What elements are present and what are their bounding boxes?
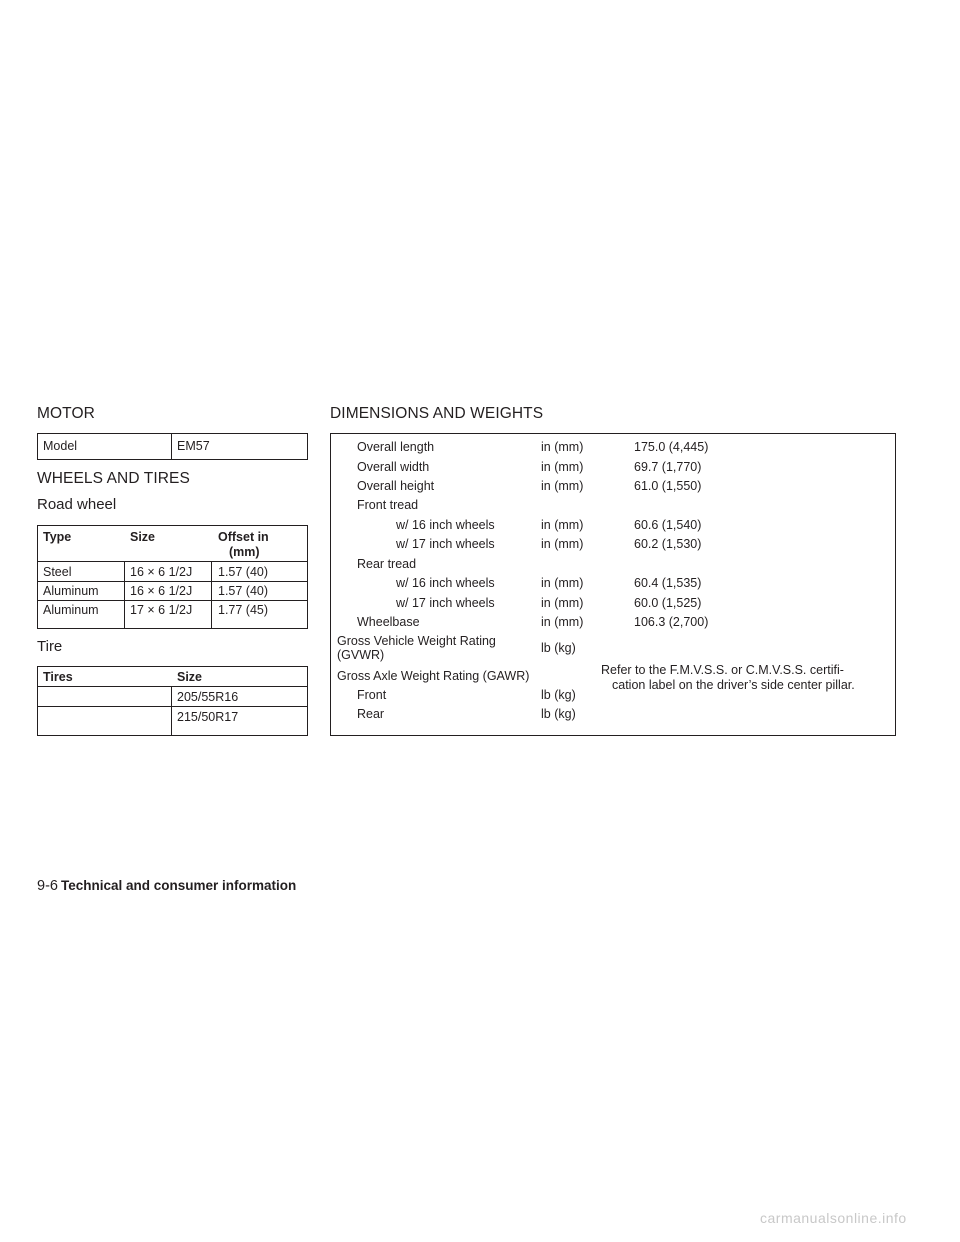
dim-row-5-label: w/ 16 inch wheels [396, 518, 495, 532]
tire-header-tires: Tires [43, 670, 73, 684]
tire-header-size: Size [177, 670, 203, 684]
motor-heading: MOTOR [37, 405, 95, 422]
gvwr-label-line2: (GVWR) [337, 648, 385, 662]
dim-row-2-label: Overall width [357, 460, 430, 474]
road-wheel-row-2-type: Aluminum [43, 584, 99, 598]
dim-row-5-value: 60.6 (1,540) [634, 518, 702, 532]
page-number: 9-6 [37, 878, 58, 894]
gawr-rear-unit: lb (kg) [541, 707, 576, 721]
wheels-tires-heading: WHEELS AND TIRES [37, 470, 190, 487]
tire-subheading: Tire [37, 638, 63, 655]
motor-model-value: EM57 [177, 439, 210, 453]
gawr-label: Gross Axle Weight Rating (GAWR) [337, 669, 530, 683]
gawr-rear-label: Rear [357, 707, 385, 721]
road-wheel-row-3-type: Aluminum [43, 603, 99, 617]
dim-row-10-label: Wheelbase [357, 615, 420, 629]
road-wheel-row-1-offset: 1.57 (40) [218, 565, 269, 579]
dim-row-10-unit: in (mm) [541, 615, 584, 629]
road-wheel-row-3-offset: 1.77 (45) [218, 603, 269, 617]
gvwr-label-line1: Gross Vehicle Weight Rating [337, 634, 496, 648]
dim-row-6-value: 60.2 (1,530) [634, 537, 702, 551]
gawr-front-label: Front [357, 688, 387, 702]
dim-row-9-value: 60.0 (1,525) [634, 596, 702, 610]
dim-row-3-value: 61.0 (1,550) [634, 479, 702, 493]
dim-row-10-value: 106.3 (2,700) [634, 615, 709, 629]
dim-row-8-label: w/ 16 inch wheels [396, 576, 495, 590]
road-wheel-row-1-type: Steel [43, 565, 72, 579]
weight-note-line1: Refer to the F.M.V.S.S. or C.M.V.S.S. certifi- [601, 663, 844, 677]
section-title: Technical and consumer information [60, 878, 297, 893]
dim-row-3-label: Overall height [357, 479, 435, 493]
tire-row-2-size: 215/50R17 [177, 710, 239, 724]
road-wheel-row-2-offset: 1.57 (40) [218, 584, 269, 598]
road-wheel-row-1-size: 16 × 6 1/2J [130, 565, 193, 579]
dim-row-8-value: 60.4 (1,535) [634, 576, 702, 590]
dim-row-3-unit: in (mm) [541, 479, 584, 493]
dim-row-4-label: Front tread [357, 498, 419, 512]
dim-row-9-label: w/ 17 inch wheels [396, 596, 495, 610]
dim-row-1-value: 175.0 (4,445) [634, 440, 709, 454]
dimensions-heading: DIMENSIONS AND WEIGHTS [330, 405, 544, 422]
motor-table [37, 433, 308, 460]
dim-row-7-label: Rear tread [357, 557, 417, 571]
tire-row-1-size: 205/55R16 [177, 690, 239, 704]
dim-row-2-unit: in (mm) [541, 460, 584, 474]
dim-row-5-unit: in (mm) [541, 518, 584, 532]
dim-row-6-unit: in (mm) [541, 537, 584, 551]
road-wheel-header-offset: Offset in [218, 530, 269, 544]
dim-row-8-unit: in (mm) [541, 576, 584, 590]
dim-row-9-unit: in (mm) [541, 596, 584, 610]
road-wheel-subheading: Road wheel [37, 496, 117, 513]
dim-row-1-label: Overall length [357, 440, 435, 454]
weight-note-line2: cation label on the driver’s side center pillar. [612, 678, 855, 692]
motor-model-label: Model [43, 439, 78, 453]
road-wheel-row-3-size: 17 × 6 1/2J [130, 603, 193, 617]
watermark-text: carmanualsonline.info [760, 1210, 907, 1226]
road-wheel-header-offset-unit: (mm) [229, 545, 260, 559]
gvwr-unit: lb (kg) [541, 641, 576, 655]
dim-row-2-value: 69.7 (1,770) [634, 460, 702, 474]
dim-row-6-label: w/ 17 inch wheels [396, 537, 495, 551]
road-wheel-row-2-size: 16 × 6 1/2J [130, 584, 193, 598]
page-footer [37, 877, 296, 895]
gawr-front-unit: lb (kg) [541, 688, 576, 702]
road-wheel-header-type: Type [43, 530, 72, 544]
dim-row-1-unit: in (mm) [541, 440, 584, 454]
tire-table [37, 666, 308, 736]
road-wheel-header-size: Size [130, 530, 156, 544]
